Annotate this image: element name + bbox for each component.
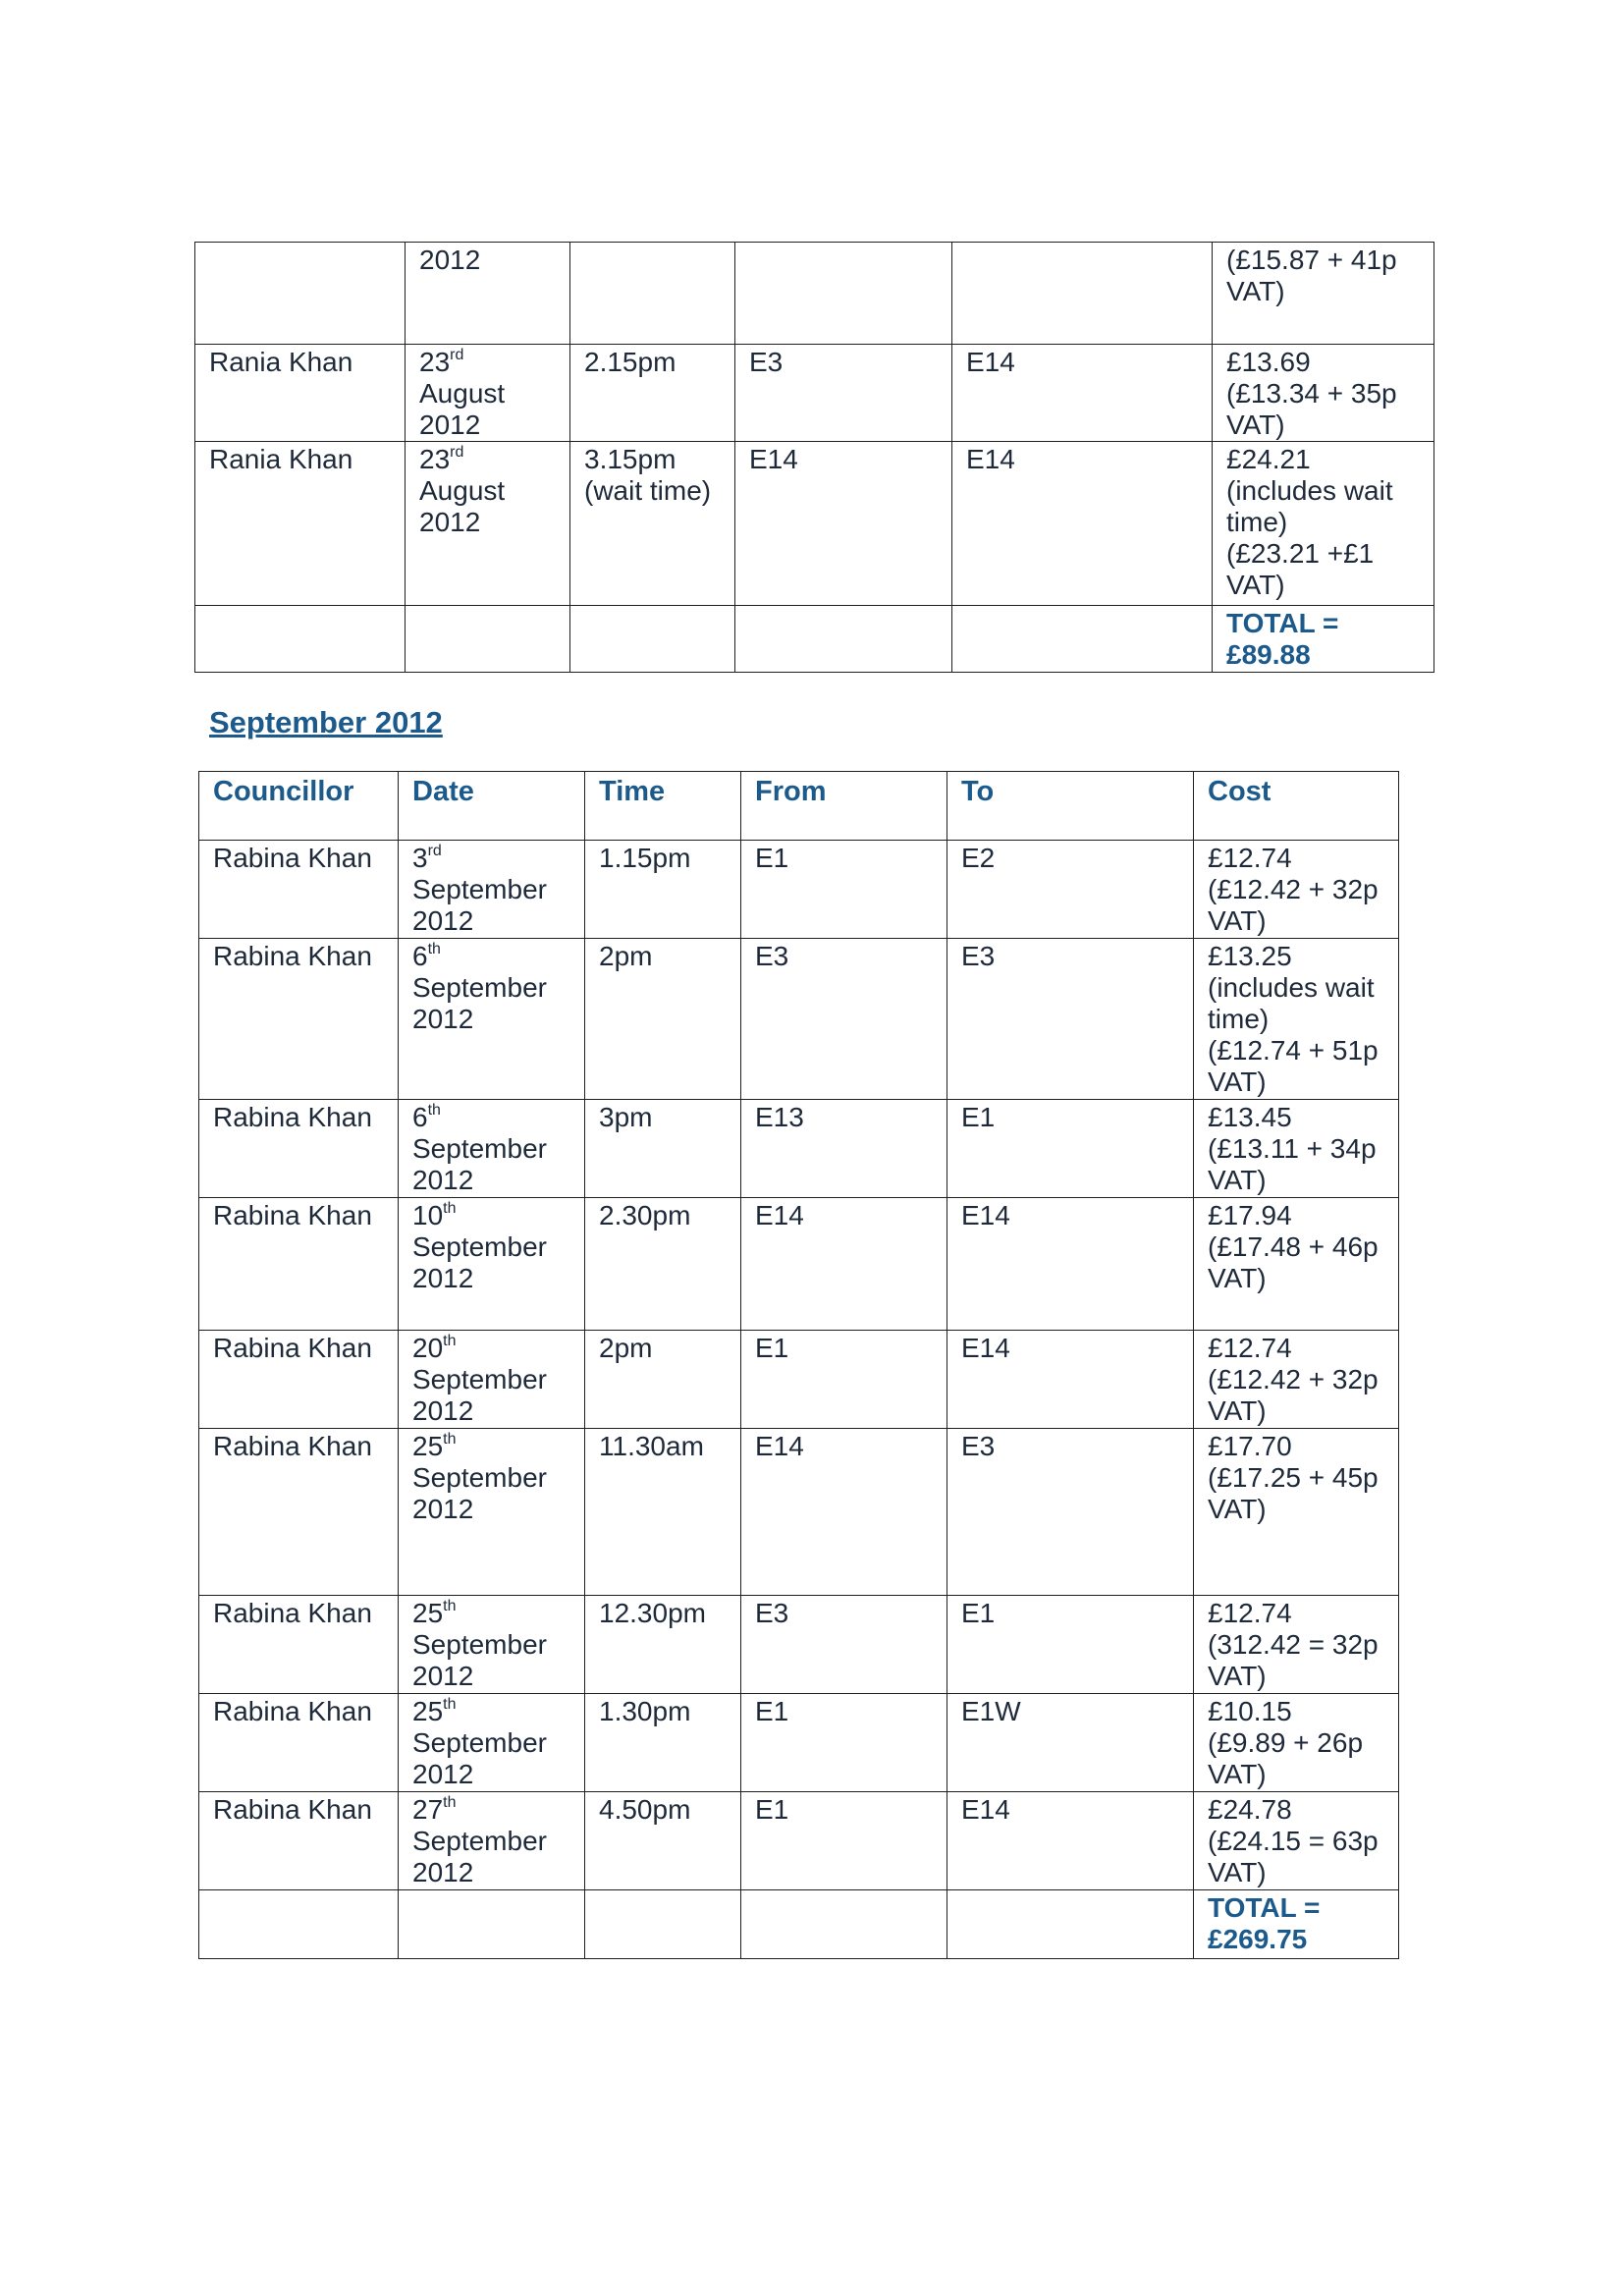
total-line: £269.75	[1208, 1924, 1308, 1954]
date-year: 2012	[412, 1759, 474, 1789]
to-cell	[947, 939, 1194, 1100]
cost-line: £13.45	[1208, 1102, 1292, 1132]
councillor-name: Rabina Khan	[213, 1333, 372, 1363]
date-day: 10	[412, 1200, 444, 1230]
date-ordinal-suffix: th	[427, 941, 441, 957]
from-postcode: E1	[755, 1333, 789, 1363]
table-row	[199, 1792, 1399, 1890]
cost-line: £24.78	[1208, 1794, 1292, 1825]
cost-line: (£23.21 +£1	[1226, 538, 1375, 569]
cost-cell	[1194, 1198, 1399, 1331]
cost-line: (312.42 = 32p	[1208, 1629, 1379, 1660]
to-cell	[952, 345, 1213, 442]
to-postcode: E14	[966, 444, 1015, 474]
date-month: August	[419, 475, 506, 506]
time-cell	[570, 442, 735, 606]
col-header-from: From	[741, 772, 947, 841]
cost-line: (£24.15 = 63p	[1208, 1826, 1379, 1856]
total-line: £89.88	[1226, 639, 1311, 670]
councillor-cell	[199, 841, 399, 939]
cost-line: (includes wait	[1226, 475, 1393, 506]
time-cell	[570, 243, 735, 345]
date-month: August	[419, 378, 506, 409]
from-cell	[741, 1429, 947, 1596]
time-value: 11.30am	[599, 1431, 704, 1461]
section-heading: September 2012	[209, 705, 443, 739]
to-cell	[952, 442, 1213, 606]
councillor-name: Rabina Khan	[213, 941, 372, 971]
date-ordinal-suffix: th	[443, 1794, 457, 1811]
time-cell	[585, 841, 741, 939]
date-month: September	[412, 1727, 547, 1758]
cost-line: (£13.11 + 34p	[1208, 1133, 1377, 1164]
date-cell	[399, 1890, 585, 1959]
cost-line: £12.74	[1208, 843, 1292, 873]
cost-line: (includes wait	[1208, 972, 1375, 1003]
cost-line: £12.74	[1208, 1598, 1292, 1628]
date-day: 20	[412, 1333, 444, 1363]
to-cell	[947, 1429, 1194, 1596]
date-day: 6	[412, 941, 428, 971]
date-day: 3	[412, 843, 428, 873]
time-value: 3pm	[599, 1102, 653, 1132]
from-cell	[735, 442, 952, 606]
cost-line: £13.69	[1226, 347, 1311, 377]
cost-cell	[1194, 1429, 1399, 1596]
cost-line: £17.70	[1208, 1431, 1292, 1461]
date-day: 25	[412, 1598, 444, 1628]
col-header-to: To	[947, 772, 1194, 841]
date-month: September	[412, 1462, 547, 1493]
time-value: 2pm	[599, 941, 653, 971]
date-ordinal-suffix: rd	[427, 843, 442, 859]
date-year: 2012	[419, 410, 481, 440]
date-month: September	[412, 1364, 547, 1394]
cost-cell	[1194, 1100, 1399, 1198]
to-cell	[947, 1792, 1194, 1890]
table-row	[199, 1694, 1399, 1792]
date-year: 2012	[419, 245, 481, 275]
table-row	[199, 939, 1399, 1100]
date-month: September	[412, 972, 547, 1003]
date-day: 6	[412, 1102, 428, 1132]
time-value: 2pm	[599, 1333, 653, 1363]
councillor-cell	[195, 606, 406, 673]
date-ordinal-suffix: th	[443, 1333, 457, 1349]
to-cell	[947, 1890, 1194, 1959]
table-row	[199, 1100, 1399, 1198]
date-cell	[406, 243, 570, 345]
date-year: 2012	[419, 507, 481, 537]
cost-line: VAT)	[1226, 410, 1285, 440]
cost-cell	[1213, 243, 1434, 345]
cost-line: £12.74	[1208, 1333, 1292, 1363]
col-header-cost: Cost	[1194, 772, 1399, 841]
cost-cell	[1194, 1890, 1399, 1959]
total-row	[195, 606, 1434, 673]
from-postcode: E1	[755, 1696, 789, 1726]
councillor-cell	[199, 1429, 399, 1596]
time-cell	[570, 345, 735, 442]
to-postcode: E3	[961, 1431, 996, 1461]
time-cell	[585, 1792, 741, 1890]
cost-line: (£12.74 + 51p	[1208, 1035, 1379, 1066]
header-row	[199, 772, 1399, 841]
time-cell	[585, 939, 741, 1100]
councillor-cell	[199, 1596, 399, 1694]
from-postcode: E14	[755, 1431, 804, 1461]
date-ordinal-suffix: th	[443, 1200, 457, 1217]
date-cell	[406, 606, 570, 673]
cost-line: VAT)	[1226, 570, 1285, 600]
councillor-cell	[199, 939, 399, 1100]
from-postcode: E3	[749, 347, 784, 377]
cost-line: VAT)	[1208, 1066, 1267, 1097]
cost-line: £10.15	[1208, 1696, 1292, 1726]
col-header-councillor: Councillor	[199, 772, 399, 841]
to-cell	[947, 1198, 1194, 1331]
cost-line: £17.94	[1208, 1200, 1292, 1230]
councillor-cell	[195, 243, 406, 345]
table-row	[195, 345, 1434, 442]
time-note: (wait time)	[584, 475, 712, 506]
cost-line: (£12.42 + 32p	[1208, 874, 1379, 904]
councillor-name: Rabina Khan	[213, 1102, 372, 1132]
date-cell	[406, 345, 570, 442]
to-cell	[947, 1694, 1194, 1792]
date-year: 2012	[412, 1661, 474, 1691]
cost-line: VAT)	[1208, 1661, 1267, 1691]
from-cell	[735, 345, 952, 442]
total-row	[199, 1890, 1399, 1959]
from-cell	[741, 939, 947, 1100]
date-year: 2012	[412, 1395, 474, 1426]
from-cell	[741, 1198, 947, 1331]
date-day: 25	[412, 1431, 444, 1461]
to-postcode: E2	[961, 843, 996, 873]
cost-line: VAT)	[1208, 1165, 1267, 1195]
date-year: 2012	[412, 1004, 474, 1034]
date-month: September	[412, 1629, 547, 1660]
time-cell	[585, 1694, 741, 1792]
councillor-cell	[199, 1100, 399, 1198]
councillor-cell	[195, 442, 406, 606]
table-row	[195, 442, 1434, 606]
total-line: TOTAL =	[1208, 1892, 1321, 1923]
cost-line: £13.25	[1208, 941, 1292, 971]
time-cell	[585, 1331, 741, 1429]
councillor-cell	[195, 345, 406, 442]
councillor-name: Rabina Khan	[213, 1200, 372, 1230]
councillor-cell	[199, 1694, 399, 1792]
cost-line: £24.21	[1226, 444, 1311, 474]
cost-line: VAT)	[1208, 905, 1267, 936]
from-cell	[741, 1694, 947, 1792]
from-cell	[735, 606, 952, 673]
date-month: September	[412, 1133, 547, 1164]
date-cell	[399, 1792, 585, 1890]
august-expenses-table	[194, 242, 1434, 673]
to-cell	[952, 243, 1213, 345]
councillor-name: Rabina Khan	[213, 1431, 372, 1461]
cost-line: VAT)	[1208, 1759, 1267, 1789]
date-month: September	[412, 1231, 547, 1262]
to-cell	[947, 1100, 1194, 1198]
councillor-cell	[199, 1792, 399, 1890]
date-month: September	[412, 874, 547, 904]
from-cell	[741, 1792, 947, 1890]
cost-line: time)	[1226, 507, 1288, 537]
councillor-name: Rania Khan	[209, 444, 353, 474]
september-expenses-table	[198, 771, 1399, 1959]
cost-cell	[1194, 939, 1399, 1100]
table-row	[195, 243, 1434, 345]
date-year: 2012	[412, 1263, 474, 1293]
councillor-name: Rania Khan	[209, 347, 353, 377]
time-cell	[585, 1429, 741, 1596]
date-cell	[399, 1596, 585, 1694]
cost-line: (£17.25 + 45p	[1208, 1462, 1379, 1493]
total-line: TOTAL =	[1226, 608, 1339, 638]
to-postcode: E14	[961, 1333, 1010, 1363]
cost-cell	[1194, 1331, 1399, 1429]
councillor-name: Rabina Khan	[213, 843, 372, 873]
cost-cell	[1194, 1694, 1399, 1792]
from-cell	[741, 841, 947, 939]
time-value: 12.30pm	[599, 1598, 706, 1628]
from-cell	[741, 1100, 947, 1198]
col-header-date: Date	[399, 772, 585, 841]
time-value: 2.15pm	[584, 347, 676, 377]
date-year: 2012	[412, 1165, 474, 1195]
table-row	[199, 1596, 1399, 1694]
councillor-name: Rabina Khan	[213, 1794, 372, 1825]
cost-cell	[1213, 606, 1434, 673]
date-cell	[406, 442, 570, 606]
date-ordinal-suffix: th	[443, 1696, 457, 1713]
time-cell	[570, 606, 735, 673]
to-postcode: E14	[966, 347, 1015, 377]
from-postcode: E14	[755, 1200, 804, 1230]
date-day: 23	[419, 444, 451, 474]
date-cell	[399, 939, 585, 1100]
to-cell	[952, 606, 1213, 673]
cost-cell	[1194, 1596, 1399, 1694]
time-value: 3.15pm	[584, 444, 676, 474]
date-cell	[399, 1694, 585, 1792]
date-year: 2012	[412, 905, 474, 936]
cost-cell	[1194, 1792, 1399, 1890]
cost-line: VAT)	[1208, 1263, 1267, 1293]
from-cell	[741, 1331, 947, 1429]
from-postcode: E3	[755, 941, 789, 971]
cost-line: (£13.34 + 35p	[1226, 378, 1397, 409]
to-cell	[947, 841, 1194, 939]
cost-line: (£17.48 + 46p	[1208, 1231, 1379, 1262]
time-cell	[585, 1890, 741, 1959]
time-value: 1.30pm	[599, 1696, 691, 1726]
from-postcode: E3	[755, 1598, 789, 1628]
date-cell	[399, 1100, 585, 1198]
date-ordinal-suffix: th	[443, 1431, 457, 1448]
cost-cell	[1213, 442, 1434, 606]
date-year: 2012	[412, 1857, 474, 1887]
date-ordinal-suffix: th	[427, 1102, 441, 1119]
date-cell	[399, 1429, 585, 1596]
time-cell	[585, 1100, 741, 1198]
councillor-cell	[199, 1198, 399, 1331]
cost-line: VAT)	[1208, 1494, 1267, 1524]
time-value: 2.30pm	[599, 1200, 691, 1230]
table-row	[199, 1429, 1399, 1596]
table-row	[199, 1331, 1399, 1429]
date-ordinal-suffix: th	[443, 1598, 457, 1614]
from-cell	[741, 1890, 947, 1959]
to-postcode: E1	[961, 1598, 996, 1628]
to-postcode: E3	[961, 941, 996, 971]
from-postcode: E13	[755, 1102, 804, 1132]
cost-line: time)	[1208, 1004, 1270, 1034]
councillor-name: Rabina Khan	[213, 1696, 372, 1726]
cost-line: VAT)	[1226, 276, 1285, 306]
from-cell	[741, 1596, 947, 1694]
to-postcode: E14	[961, 1794, 1010, 1825]
from-postcode: E1	[755, 843, 789, 873]
cost-cell	[1194, 841, 1399, 939]
to-postcode: E1	[961, 1102, 996, 1132]
to-postcode: E14	[961, 1200, 1010, 1230]
table-row	[199, 1198, 1399, 1331]
date-day: 23	[419, 347, 451, 377]
to-cell	[947, 1596, 1194, 1694]
time-cell	[585, 1198, 741, 1331]
date-cell	[399, 1331, 585, 1429]
councillor-cell	[199, 1890, 399, 1959]
table-row	[199, 841, 1399, 939]
date-year: 2012	[412, 1494, 474, 1524]
date-ordinal-suffix: rd	[450, 444, 464, 461]
date-ordinal-suffix: rd	[450, 347, 464, 363]
to-postcode: E1W	[961, 1696, 1021, 1726]
cost-line: VAT)	[1208, 1857, 1267, 1887]
from-postcode: E14	[749, 444, 798, 474]
cost-line: (£12.42 + 32p	[1208, 1364, 1379, 1394]
cost-cell	[1213, 345, 1434, 442]
time-value: 1.15pm	[599, 843, 691, 873]
date-month: September	[412, 1826, 547, 1856]
cost-line: VAT)	[1208, 1395, 1267, 1426]
time-value: 4.50pm	[599, 1794, 691, 1825]
councillor-cell	[199, 1331, 399, 1429]
from-cell	[735, 243, 952, 345]
date-cell	[399, 1198, 585, 1331]
date-day: 27	[412, 1794, 444, 1825]
cost-line: (£9.89 + 26p	[1208, 1727, 1364, 1758]
from-postcode: E1	[755, 1794, 789, 1825]
date-day: 25	[412, 1696, 444, 1726]
to-cell	[947, 1331, 1194, 1429]
councillor-name: Rabina Khan	[213, 1598, 372, 1628]
cost-line: (£15.87 + 41p	[1226, 245, 1397, 275]
col-header-time: Time	[585, 772, 741, 841]
time-cell	[585, 1596, 741, 1694]
date-cell	[399, 841, 585, 939]
